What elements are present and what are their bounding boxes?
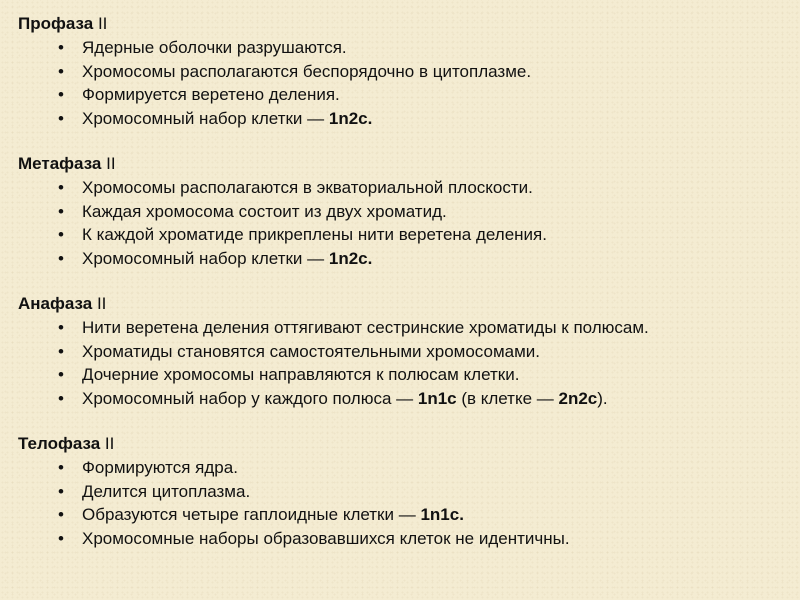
bullet-icon: • xyxy=(58,108,64,128)
phase-number: II xyxy=(106,154,116,173)
bullet-icon: • xyxy=(58,225,64,244)
item-text: Каждая хромосома состоит из двух хроматид. xyxy=(82,201,447,221)
bullet-icon: • xyxy=(58,248,64,268)
bullet-icon: • xyxy=(58,505,64,524)
item-tail: . xyxy=(459,505,464,524)
section-heading xyxy=(18,12,788,35)
item-text: Хромосомный набор клетки — xyxy=(82,248,329,268)
item-text-middle: (в клетке — xyxy=(456,388,559,408)
chromosome-set-value: 1n1c xyxy=(420,505,460,524)
item-tail: . xyxy=(367,248,373,268)
section-heading xyxy=(18,152,788,175)
phase-number: II xyxy=(104,434,115,453)
bullet-icon: • xyxy=(58,388,64,408)
list-item xyxy=(18,36,788,60)
slide-content xyxy=(18,12,788,572)
bullet-icon: • xyxy=(58,61,64,81)
list-item xyxy=(18,527,788,551)
phase-name: Метафаза xyxy=(18,154,102,173)
phase-number: II xyxy=(96,294,107,313)
phase-name: Профаза xyxy=(18,14,94,33)
item-tail: . xyxy=(367,108,373,128)
list-item xyxy=(18,503,788,527)
phase-name: Анафаза xyxy=(18,294,93,313)
item-text: Хроматиды становятся самостоятельными хромосомами. xyxy=(82,341,540,361)
chromosome-set-value: 1n1c xyxy=(417,388,457,408)
section-heading xyxy=(18,292,788,315)
bullet-icon: • xyxy=(58,341,64,361)
list-item xyxy=(18,223,788,247)
list-item xyxy=(18,340,788,364)
bullet-icon: • xyxy=(58,201,64,221)
bullet-icon: • xyxy=(58,458,64,477)
list-item xyxy=(18,247,788,271)
list-item xyxy=(18,176,788,200)
chromosome-set-value: 1n2c xyxy=(328,248,368,268)
list-item xyxy=(18,107,788,131)
bullet-icon: • xyxy=(58,38,64,57)
section-heading xyxy=(18,432,788,455)
list-item xyxy=(18,363,788,387)
list-item xyxy=(18,200,788,224)
bullet-icon: • xyxy=(58,178,64,197)
item-text: Формируется веретено деления. xyxy=(82,85,340,104)
bullet-icon: • xyxy=(58,365,64,384)
bullet-icon: • xyxy=(58,481,64,501)
list-item xyxy=(18,456,788,480)
item-text: Делится цитоплазма. xyxy=(82,481,251,501)
list-item xyxy=(18,83,788,107)
section-anaphase xyxy=(18,292,788,410)
item-text: Хромосомный набор клетки — xyxy=(82,108,329,128)
list-item xyxy=(18,480,788,504)
item-text: Нити веретена деления оттягивают сестринские хроматиды к полюсам. xyxy=(82,318,649,337)
bullet-icon: • xyxy=(58,85,64,104)
list-item xyxy=(18,387,788,411)
bullet-list xyxy=(18,176,788,270)
phase-name: Телофаза xyxy=(18,434,101,453)
item-text: Ядерные оболочки разрушаются. xyxy=(82,38,347,57)
bullet-icon: • xyxy=(58,528,64,548)
item-tail: ). xyxy=(597,388,608,408)
section-metaphase xyxy=(18,152,788,270)
chromosome-set-value-cell: 2n2c xyxy=(558,388,598,408)
list-item xyxy=(18,60,788,84)
list-item xyxy=(18,316,788,340)
item-text: Дочерние хромосомы направляются к полюсам клетки. xyxy=(82,365,520,384)
item-text: Образуются четыре гаплоидные клетки — xyxy=(82,505,421,524)
item-text: Хромосомные наборы образовавшихся клеток не идентичны. xyxy=(82,528,570,548)
item-text: Хромосомный набор у каждого полюса — xyxy=(82,388,418,408)
bullet-list xyxy=(18,36,788,130)
chromosome-set-value: 1n2c xyxy=(328,108,368,128)
bullet-icon: • xyxy=(58,318,64,337)
item-text: Формируются ядра. xyxy=(82,458,238,477)
item-text: Хромосомы располагаются в экваториальной плоскости. xyxy=(82,178,533,197)
section-telophase xyxy=(18,432,788,550)
bullet-list xyxy=(18,316,788,410)
item-text: К каждой хроматиде прикреплены нити веретена деления. xyxy=(82,225,547,244)
section-prophase xyxy=(18,12,788,130)
bullet-list xyxy=(18,456,788,550)
item-text: Хромосомы располагаются беспорядочно в цитоплазме. xyxy=(82,61,532,81)
phase-number: II xyxy=(97,14,108,33)
